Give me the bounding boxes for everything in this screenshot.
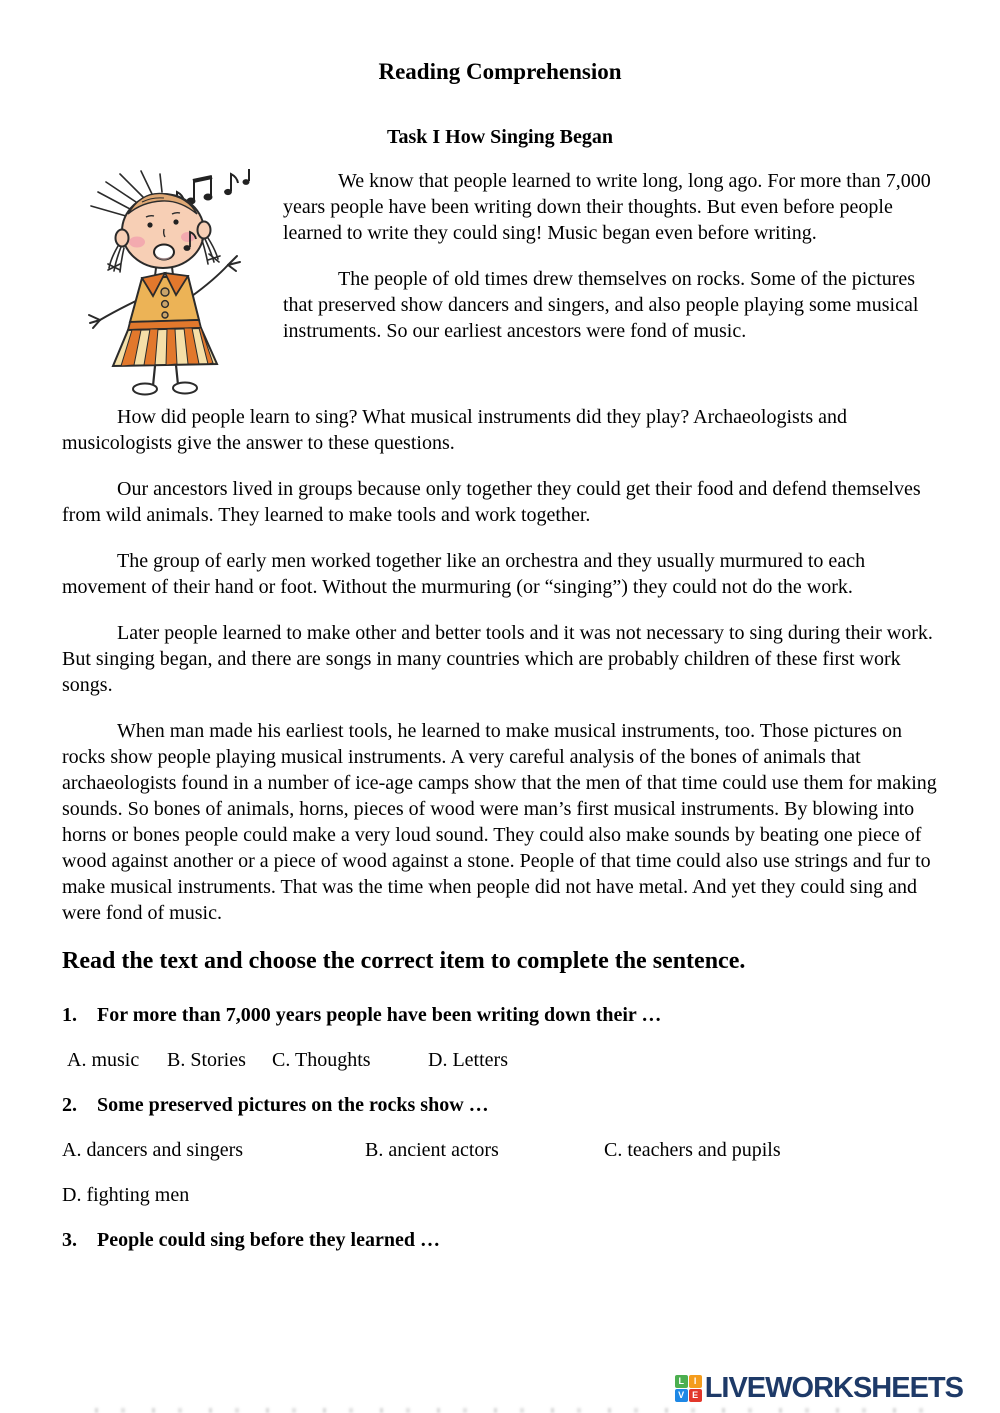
question-1-option-c[interactable]: C. Thoughts [272,1049,371,1071]
liveworksheets-brand-text: LIVEWORKSHEETS [704,1372,963,1404]
logo-tile-v: V [675,1389,688,1402]
question-3-text: People could sing before they learned … [97,1229,440,1251]
paragraph-2: The people of old times drew themselves on rocks. Some of the pictures that preserved show dancers and singers, and also people playing some musical instruments. So our earliest ancestors were fond of music. [283,268,919,342]
question-1-option-b[interactable]: B. Stories [167,1049,246,1071]
liveworksheets-logo [675,1374,963,1403]
task-title: Task I How Singing Began [386,126,613,148]
logo-tile-i: I [689,1375,702,1388]
logo-tile-e: E [689,1389,702,1402]
question-2-option-a[interactable]: A. dancers and singers [62,1139,244,1161]
question-1-number: 1. [62,1004,77,1026]
question-2-options-row-1 [62,1137,938,1163]
question-3 [62,1227,938,1253]
question-2-option-b[interactable]: B. ancient actors [365,1139,499,1161]
question-1-option-a[interactable]: A. music [67,1049,140,1071]
question-1-options [62,1047,938,1073]
question-2-options-row-2 [62,1182,938,1208]
cutoff-text-artifact [95,1408,950,1413]
liveworksheets-logo-icon [675,1375,702,1402]
singing-girl-illustration [62,168,267,398]
question-2-number: 2. [62,1094,77,1116]
question-3-number: 3. [62,1229,77,1251]
paragraph-6: Later people learned to make other and better tools and it was not necessary to sing during their work. But singing began, and there are songs in many countries which are probably children of these first work songs. [62,622,933,696]
paragraph-7: When man made his earliest tools, he learned to make musical instruments, too. Those pictures on rocks show people playing musical instruments. A very careful analysis of the bones of animals that archaeologists found in a number of ice-age camps show that the men of that time could use them for making sounds. So bones of animals, horns, pieces of wood were man’s first musical instruments. By blowing into horns or bones people could make a very loud sound. They could also make sounds by beating one piece of wood against another or a piece of wood against a stone. People of that time could also use strings and fur to make musical instruments. That was the time when people did not have metal. And yet they could sing and were fond of music. [62,720,937,924]
question-2-text: Some preserved pictures on the rocks show … [97,1094,489,1116]
paragraph-3: How did people learn to sing? What musical instruments did they play? Archaeologists and musicologists give the answer to these questions. [62,406,848,454]
paragraph-5: The group of early men worked together like an orchestra and they usually murmured to each movement of their hand or foot. Without the murmuring (or “singing”) they could not do the work. [62,550,866,598]
question-1-text: For more than 7,000 years people have been writing down their … [97,1004,662,1026]
question-2-option-d[interactable]: D. fighting men [62,1184,190,1206]
question-2 [62,1092,938,1118]
question-1 [62,1002,938,1028]
logo-tile-l: L [675,1375,688,1388]
instruction-heading: Read the text and choose the correct item to complete the sentence. [62,948,746,974]
paragraph-4: Our ancestors lived in groups because only together they could get their food and defend themselves from wild animals. They learned to make tools and work together. [62,478,921,526]
question-1-option-d[interactable]: D. Letters [428,1049,508,1071]
page-title: Reading Comprehension [378,59,622,84]
paragraph-1: We know that people learned to write long, long ago. For more than 7,000 years people have been writing down their thoughts. But even before people learned to write they could sing! Music began even before writing. [283,170,931,244]
question-2-option-c[interactable]: C. teachers and pupils [604,1139,781,1161]
